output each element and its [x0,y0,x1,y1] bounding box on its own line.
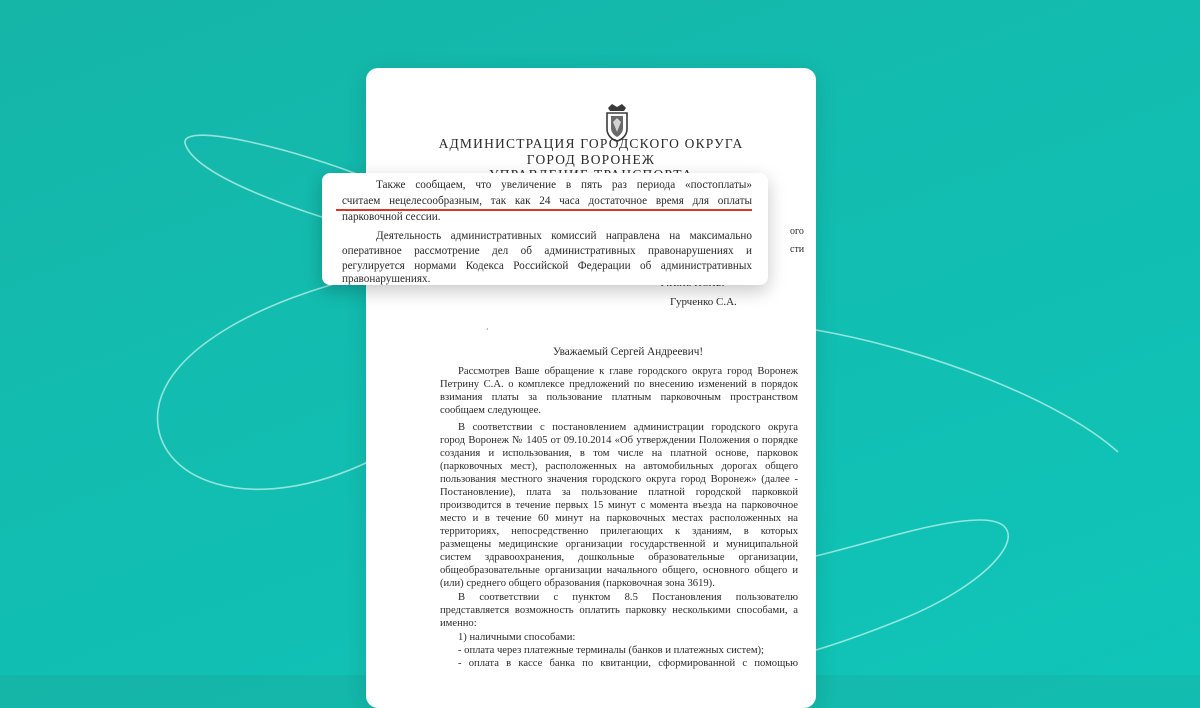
cut-text-fragment: сти [790,244,805,255]
body-line: В соответствии с пунктом 8.5 Постановления пользователю [458,592,798,603]
org-title: АДМИНИСТРАЦИЯ ГОРОДСКОГО ОКРУГА [438,136,744,151]
orbit-line-right [816,330,1118,452]
callout-line: оперативное рассмотрение дел об административных правонарушениях и [342,245,752,257]
body-line: - оплата в кассе банка по квитанции, сформированной с помощью [458,658,798,669]
cut-text-fragment: ого [790,226,804,237]
body-line: размещены медицинские организации государственной и муниципальной [440,539,798,550]
addressee-name: Гурченко С.А. [670,296,737,308]
orbit-line-left [158,274,372,489]
document-page [366,68,816,708]
city-title: ГОРОД ВОРОНЕЖ [526,152,656,167]
callout-line: считаем нецелесообразным, так как 24 часа достаточное время для оплаты [342,195,752,207]
callout-line: парковочной сессии. [342,211,441,223]
callout-line: Деятельность административных комиссий направлена на максимально [376,230,752,242]
salutation: Уважаемый Сергей Андреевич! [553,346,704,358]
body-line: (парковочных мест), расположенных на автомобильных дорогах общего [440,461,798,472]
highlight-callout [322,173,768,285]
body-line: В соответствии с постановлением администрации городского округа [458,422,798,433]
body-line: город Воронеж № 1405 от 09.10.2014 «Об утверждении Положения о порядке [440,435,798,446]
body-line: производится в течение первых 15 минут с момента въезда на парковочное [440,500,798,511]
callout-line: регулируется нормами Кодекса Российской Федерации об административных [342,260,752,272]
body-line: создания и использования, в том числе на платной основе, парковок [440,448,798,459]
callout-line: Также сообщаем, что увеличение в пять раз периода «постоплаты» [376,179,752,191]
orbit-line-bottom-right [816,520,1008,650]
callout-line: правонарушениях. [342,273,431,285]
body-line: Рассмотрев Ваше обращение к главе городского округа город Воронеж [458,366,798,377]
body-line: общеобразовательные организации начального общего, основного общего и [440,565,798,576]
body-line: представляется возможность оплатить парковку несколькими способами, а [440,605,798,616]
body-line: Постановление), плата за пользование платной городской парковкой [440,487,798,498]
body-line: систем здравоохранения, дошкольные образовательные организации, [440,552,798,563]
body-line: взимания платы за пользование платным парковочным пространством [440,392,798,403]
body-line: место и в течение 60 минут на парковочных местах расположенных на [440,513,798,524]
body-line: - оплата через платежные терминалы (банков и платежных систем); [458,645,764,656]
body-line: Петрину С.А. о комплексе предложений по внесению изменений в порядок [440,379,798,390]
body-line: (или) среднего общего образования (парковочная зона 3619). [440,578,715,589]
body-line: пользования местного значения городского округа город Воронеж» (далее - [440,474,798,485]
body-line: территориях, непосредственно прилегающих к зданиям, в которых [440,526,798,537]
dot-mark: · [486,325,489,334]
body-line: 1) наличными способами: [458,632,576,643]
body-line: именно: [440,618,477,629]
body-line: сообщаем следующее. [440,405,541,416]
